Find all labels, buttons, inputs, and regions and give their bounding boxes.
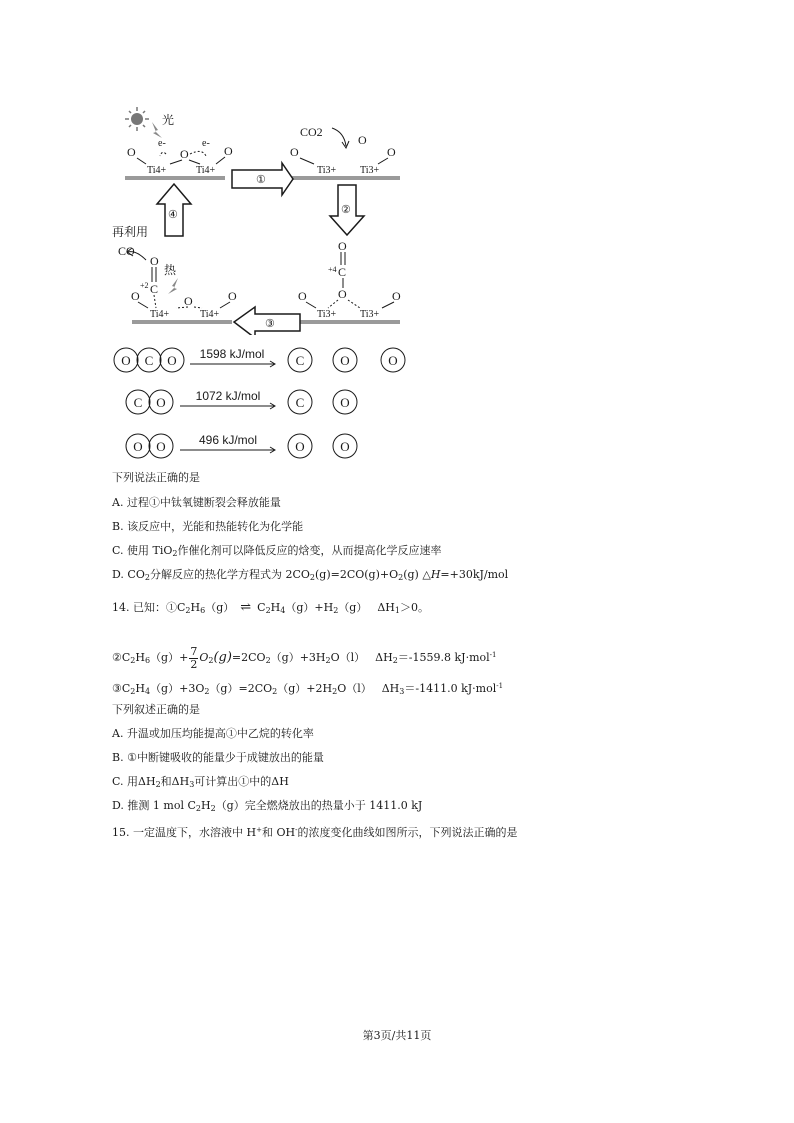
q14-option-b: B. ①中断键吸收的能量少于成键放出的能量: [112, 751, 324, 764]
heat-bolt-icon: [168, 278, 178, 294]
svg-text:O: O: [156, 439, 166, 454]
q14-option-d: D. 推测 1 mol $C_2H_2(g)$完全燃烧放出的热量小于 1411.0 kJ: [112, 799, 423, 813]
svg-text:Ti3+: Ti3+: [360, 309, 380, 320]
svg-text:C: C: [295, 353, 305, 368]
svg-text:O: O: [358, 133, 367, 147]
svg-text:O: O: [388, 353, 398, 368]
svg-text:Ti4+: Ti4+: [196, 165, 216, 176]
q14-option-c: C. 用$\Delta H_2$和$\Delta H_3$可计算出①中的ΔH: [112, 775, 289, 789]
svg-text:O: O: [167, 353, 177, 368]
svg-text:C: C: [150, 282, 159, 296]
svg-text:O: O: [184, 294, 193, 308]
svg-text:C: C: [338, 265, 347, 279]
svg-text:O: O: [180, 147, 189, 161]
svg-text:Ti4+: Ti4+: [150, 309, 170, 320]
q13-option-b: B. 该反应中，光能和热能转化为化学能: [112, 520, 304, 533]
q14-equation-2: $②C_2H_6(g)+$ $\frac{7}{2}$ $O_2(g)=2CO_2(g)+3H_2O(l)$ $\Delta H_2=-1559.8$ kJ·mol$^{-1}$: [112, 644, 497, 671]
svg-text:O: O: [295, 439, 305, 454]
svg-text:O: O: [340, 395, 350, 410]
svg-text:C: C: [295, 395, 305, 410]
step4-arrow: [157, 184, 191, 236]
svg-text:O: O: [156, 395, 166, 410]
surface-top-left: [125, 176, 225, 180]
svg-text:C: C: [133, 395, 143, 410]
svg-text:O: O: [131, 289, 140, 303]
svg-text:O: O: [387, 145, 396, 159]
svg-text:O: O: [150, 254, 159, 268]
svg-text:O: O: [133, 439, 143, 454]
step1-arrow: [232, 163, 293, 195]
svg-text:O: O: [224, 144, 233, 158]
q13-stem: 下列说法正确的是: [112, 471, 200, 484]
svg-text:O: O: [338, 239, 347, 253]
surface-top-right: [290, 176, 400, 180]
svg-text:O: O: [290, 145, 299, 159]
svg-text:e-: e-: [202, 138, 210, 149]
bond-energy-o2: 496 kJ/mol: [198, 433, 258, 447]
svg-text:C: C: [144, 353, 154, 368]
svg-text:e-: e-: [158, 138, 166, 149]
q14-stem: 下列叙述正确的是: [112, 703, 200, 716]
step3-arrow: [234, 307, 300, 335]
bond-energy-co2: 1598 kJ/mol: [199, 347, 265, 361]
bond-energy-diagram: [110, 340, 430, 465]
light-bolt-icon: [152, 122, 162, 138]
svg-text:O: O: [338, 287, 347, 301]
bond-energy-co: 1072 kJ/mol: [195, 389, 261, 403]
q13-option-a: A. 过程①中钛氧键断裂会释放能量: [112, 496, 281, 509]
svg-text:O: O: [340, 439, 350, 454]
svg-text:O: O: [392, 289, 401, 303]
svg-text:O: O: [298, 289, 307, 303]
catalytic-cycle-diagram: [110, 100, 430, 335]
surface-bottom-right: [290, 320, 400, 324]
q13-option-d: D. $CO_2$分解反应的热化学方程式为 $2CO_2(g)=2CO(g)+O_2(g)$ △H=+30kJ/mol: [112, 568, 509, 582]
fraction-seven-halves: $\frac{7}{2}$: [190, 644, 198, 671]
q14-option-a: A. 升温或加压均能提高①中乙烷的转化率: [112, 727, 314, 740]
svg-text:①: ①: [256, 174, 266, 186]
svg-text:Ti3+: Ti3+: [317, 165, 337, 176]
q14-equation-3: $③C_2H_4(g)+3O_2(g)=2CO_2(g)+2H_2O(l)$ $\Delta H_3=-1411.0$ kJ·mol$^{-1}$: [112, 682, 504, 696]
svg-text:CO2: CO2: [300, 125, 323, 139]
step2-arrow: [330, 185, 364, 235]
surface-bottom-left: [132, 320, 232, 324]
svg-text:③: ③: [265, 318, 275, 330]
svg-text:+4: +4: [328, 265, 337, 274]
svg-text:Ti3+: Ti3+: [317, 309, 337, 320]
svg-text:热: 热: [164, 263, 177, 277]
svg-text:+2: +2: [140, 281, 149, 290]
svg-text:②: ②: [341, 204, 351, 216]
light-label: 光: [162, 113, 175, 127]
reuse-label: 再利用: [112, 225, 149, 239]
q14-equation-1: 14. 已知：$①C_2H_6(g)$ ⇌ $C_2H_4(g)+H_2(g)$ $\Delta H_1>0$。: [112, 600, 429, 615]
svg-text:Ti3+: Ti3+: [360, 165, 380, 176]
svg-text:Ti4+: Ti4+: [200, 309, 220, 320]
svg-text:CO: CO: [118, 244, 135, 258]
q13-option-c: C. 使用 TiO$_2$作催化剂可以降低反应的焓变，从而提高化学反应速率: [112, 544, 442, 558]
sun-icon: [125, 107, 149, 131]
svg-text:O: O: [121, 353, 131, 368]
svg-text:④: ④: [168, 209, 178, 221]
svg-text:O: O: [127, 145, 136, 159]
svg-text:O: O: [340, 353, 350, 368]
page-footer: 第3页/共11页: [362, 1029, 432, 1042]
svg-text:O: O: [228, 289, 237, 303]
q15-stem: 15. 一定温度下，水溶液中 H+和 OH-的浓度变化曲线如图所示，下列说法正确的是: [112, 826, 518, 839]
svg-text:Ti4+: Ti4+: [147, 165, 167, 176]
